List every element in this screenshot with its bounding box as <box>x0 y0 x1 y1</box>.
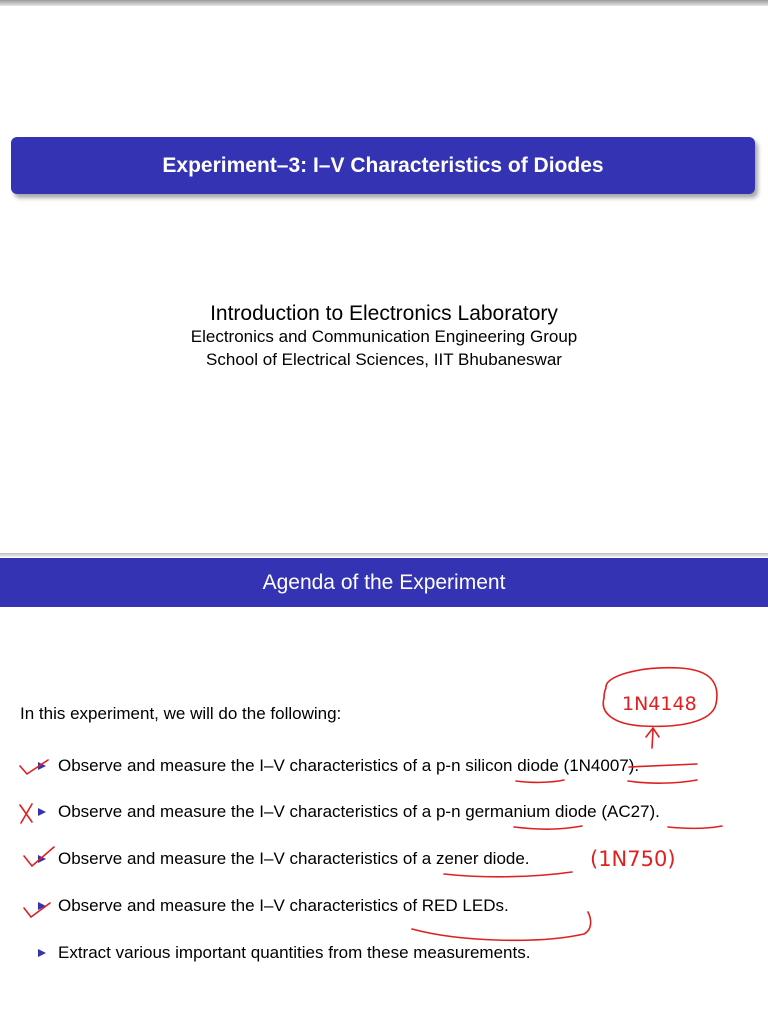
bullet-triangle-icon <box>38 762 46 770</box>
agenda-item-text: Observe and measure the I–V characteristics of RED LEDs. <box>58 896 509 915</box>
agenda-item <box>38 943 530 963</box>
arrow-up-icon <box>646 728 659 748</box>
agenda-item <box>38 802 660 822</box>
agenda-item <box>38 896 509 916</box>
agenda-intro: In this experiment, we will do the following: <box>20 704 342 723</box>
agenda-item-text: Extract various important quantities from these measurements. <box>58 943 531 962</box>
agenda-title: Agenda of the Experiment <box>262 570 506 594</box>
agenda-item-text: Observe and measure the I–V characteristics of a p-n germanium diode (AC27). <box>58 802 660 821</box>
school-name: School of Electrical Sciences, IIT Bhubaneswar <box>206 350 562 369</box>
annotation-note-1n750: (1N750) <box>590 847 676 871</box>
agenda-item-text: Observe and measure the I–V characteristics of a p-n silicon diode (1N4007). <box>58 756 640 775</box>
cross-mark-icon <box>20 804 32 823</box>
bullet-triangle-icon <box>38 808 46 816</box>
agenda-header <box>0 558 768 607</box>
annotation-underline <box>516 780 564 782</box>
slide-title: Experiment–3: I–V Characteristics of Diodes <box>162 153 604 177</box>
group-name: Electronics and Communication Engineering Group <box>190 327 578 346</box>
annotation-underline <box>514 826 582 829</box>
annotation-underline <box>412 912 591 940</box>
top-border <box>0 0 768 6</box>
slide-title-box <box>11 137 755 194</box>
annotation-underline <box>668 826 722 828</box>
course-name: Introduction to Electronics Laboratory <box>210 302 558 325</box>
annotation-strike <box>629 764 697 767</box>
annotation-underline <box>444 872 572 877</box>
annotation-underline <box>628 780 697 783</box>
annotation-note-1n4148: 1N4148 <box>622 693 697 715</box>
annotation-circle <box>603 668 717 727</box>
slide-divider <box>0 553 768 557</box>
bullet-triangle-icon <box>38 855 46 863</box>
bullet-triangle-icon <box>38 949 46 957</box>
agenda-item-text: Observe and measure the I–V characteristics of a zener diode. <box>58 849 530 868</box>
agenda-item <box>38 756 639 776</box>
agenda-item <box>38 849 530 869</box>
bullet-triangle-icon <box>38 902 46 910</box>
